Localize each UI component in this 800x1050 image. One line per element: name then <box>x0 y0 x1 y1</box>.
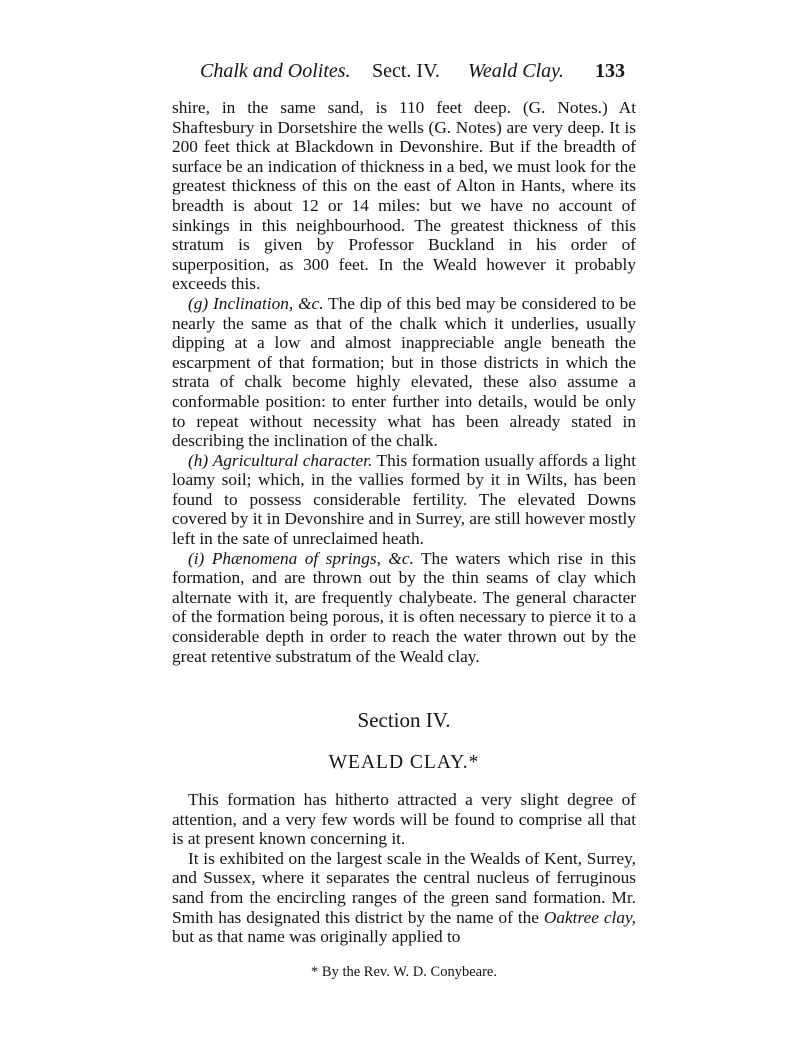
running-head <box>200 60 660 90</box>
running-head-section: Sect. IV. <box>372 60 440 82</box>
running-head-topic: Weald Clay. <box>468 60 564 82</box>
paragraph-text: This formation has hitherto attracted a very slight degree of attention, and a very few words will be found to comprise all that is at present known concerning it. <box>172 790 636 849</box>
paragraph-inclination <box>172 294 636 451</box>
paragraph-heading: Agricultural character. <box>212 450 373 470</box>
paragraph-text: The waters which rise in this formation, and are thrown out by the thin seams of clay which alternate with it, are frequently chalybeate. The general character of the formation being porous, it is often necessary to pierce it to a considerable depth in order to reach the water thrown out by the great retentive substratum of the Weald clay. <box>172 548 637 666</box>
section-label: Section IV. <box>357 708 451 732</box>
paragraph-heading: Inclination, &c. <box>213 293 324 313</box>
running-head-title: Chalk and Oolites. <box>200 60 351 82</box>
paragraph-text: It is exhibited on the largest scale in the Wealds of Kent, Surrey, and Sussex, where it separates the central nucleus of ferruginous sand from the encircling ranges of the green sand formation. Mr. Smith has designated this district by the name of the <box>172 848 636 927</box>
paragraph-heading: Phænomena of springs, &c. <box>211 548 414 568</box>
section-title: WEALD CLAY.* <box>328 752 480 773</box>
paragraph-springs <box>172 549 636 667</box>
paragraph-agricultural <box>172 451 636 549</box>
paragraph-label: (h) <box>188 450 209 470</box>
section-body-text <box>172 790 636 947</box>
paragraph-italic-term: Oaktree clay, <box>543 907 636 927</box>
paragraph-label: (g) <box>188 293 209 313</box>
paragraph-text: shire, in the same sand, is 110 feet deep. (G. Notes.) At Shaftesbury in Dorsetshire the wells (G. Notes) are very deep. It is 200 feet thick at Blackdown in Devonshire. But if the breadth of surface be an indication of thickness in a bed, we must look for the greatest thickness of this on the east of Alton in Hants, where its breadth is about 12 or 14 miles: but we have no account of sinkings in this neighbourhood. The greatest thickness of this stratum is given by Professor Buckland in his order of superposition, as 300 feet. In the Weald however it probably exceeds this. <box>172 98 636 294</box>
paragraph-continued <box>172 98 636 294</box>
body-text <box>172 98 636 666</box>
paragraph-text: The dip of this bed may be considered to be nearly the same as that of the chalk which it underlies, usually dipping at a low and almost inappreciable angle beneath the escarpment of that formation; but in those districts in which the strata of chalk become highly elevated, these also assume a conformable position: to enter further into details, would be only to repeat without necessity what has been already stated in describing the inclination of the chalk. <box>172 293 636 451</box>
paragraph-text: but as that name was originally applied to <box>172 927 461 947</box>
section-paragraph <box>172 790 636 849</box>
paragraph-label: (i) <box>188 548 205 568</box>
paragraph-text: This formation usually affords a light loamy soil; which, in the vallies formed by it in Wilts, has been found to possess considerable fertility. The elevated Downs covered by it in Devonshire and in Surrey, are still however mostly left in the sate of unreclaimed heath. <box>172 450 636 549</box>
section-paragraph <box>172 849 636 947</box>
footnote: * By the Rev. W. D. Conybeare. <box>311 964 497 980</box>
page-number: 133 <box>595 60 625 82</box>
